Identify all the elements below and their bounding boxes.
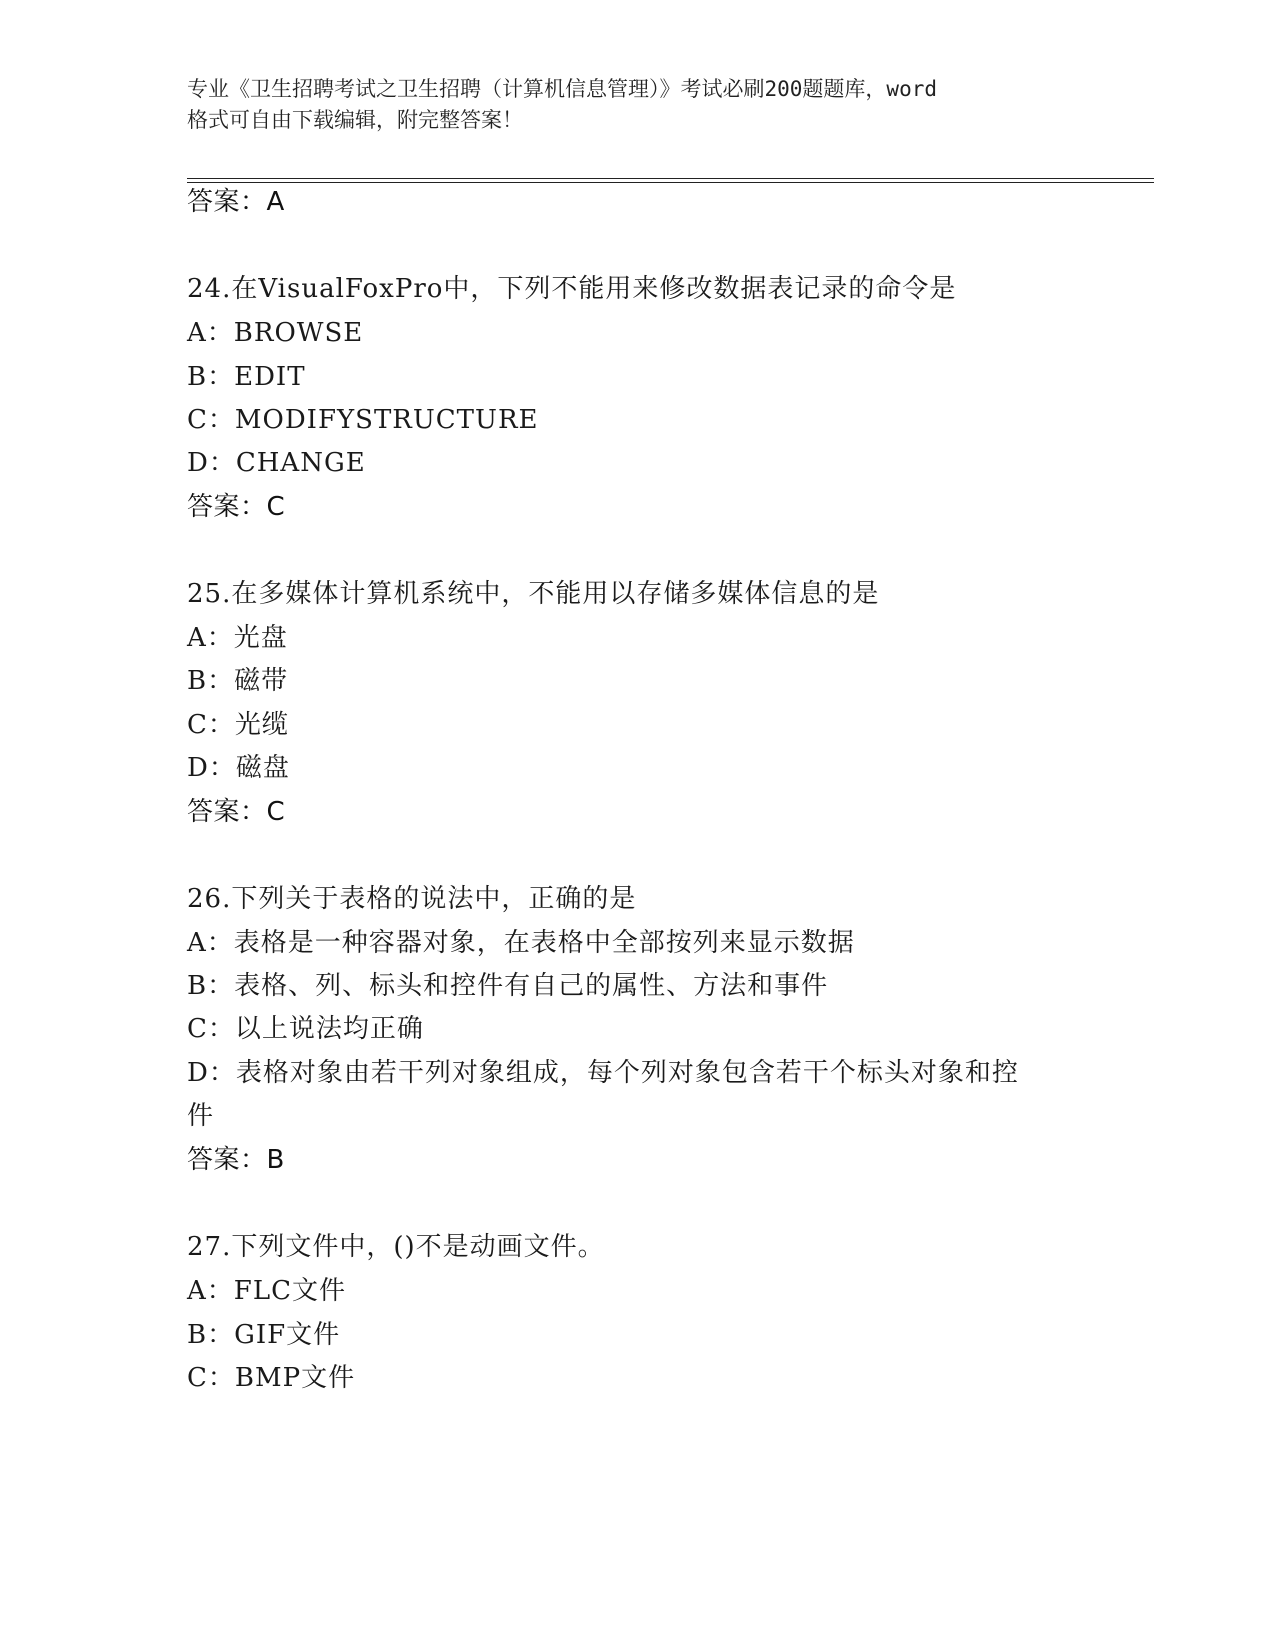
- question-24-option-d: D：CHANGE: [187, 448, 366, 478]
- question-27-option-b: B：GIF文件: [187, 1320, 341, 1350]
- question-24-option-a: A：BROWSE: [187, 318, 364, 348]
- header-title-line-2: 格式可自由下载编辑，附完整答案！: [187, 108, 523, 132]
- document-header: [187, 74, 1087, 136]
- question-25-stem: 25.在多媒体计算机系统中，不能用以存储多媒体信息的是: [187, 579, 880, 609]
- question-26-stem: 26.下列关于表格的说法中，正确的是: [187, 884, 637, 914]
- question-25-option-b: B：磁带: [187, 666, 289, 696]
- header-divider: [187, 178, 1154, 183]
- question-27-option-c: C：BMP文件: [187, 1363, 356, 1393]
- question-25-option-c: C：光缆: [187, 710, 289, 740]
- question-26-answer: 答案：B: [187, 1145, 285, 1175]
- question-26-option-d: D：表格对象由若干列对象组成，每个列对象包含若干个标头对象和控: [187, 1058, 1019, 1088]
- question-24-stem: 24.在VisualFoxPro中，下列不能用来修改数据表记录的命令是: [187, 274, 957, 304]
- question-27-stem: 27.下列文件中，()不是动画文件。: [187, 1232, 605, 1262]
- question-24-option-b: B：EDIT: [187, 362, 306, 392]
- question-26-option-c: C：以上说法均正确: [187, 1014, 424, 1044]
- question-24-option-c: C：MODIFYSTRUCTURE: [187, 405, 539, 435]
- answer-previous: 答案：A: [187, 187, 285, 217]
- question-26-option-a: A：表格是一种容器对象，在表格中全部按列来显示数据: [187, 928, 855, 958]
- question-25-option-d: D：磁盘: [187, 753, 290, 783]
- question-24-answer: 答案：C: [187, 492, 286, 522]
- question-25-option-a: A：光盘: [187, 623, 288, 653]
- question-25-answer: 答案：C: [187, 797, 286, 827]
- question-27-option-a: A：FLC文件: [187, 1276, 346, 1306]
- question-26-option-d-continued: 件: [187, 1101, 215, 1131]
- header-title-line-1: 专业《卫生招聘考试之卫生招聘（计算机信息管理）》考试必刷200题题库，word: [187, 77, 937, 101]
- question-26-option-b: B：表格、列、标头和控件有自己的属性、方法和事件: [187, 971, 829, 1001]
